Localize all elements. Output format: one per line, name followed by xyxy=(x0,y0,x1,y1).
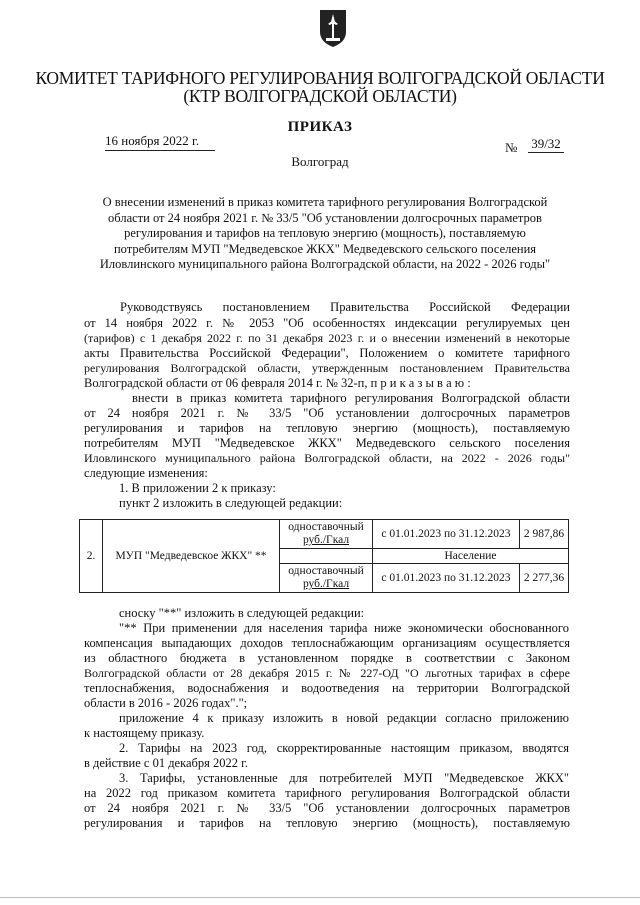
order-date: 16 ноября 2022 г. xyxy=(105,133,215,151)
document-type-title: ПРИКАЗ xyxy=(287,119,353,135)
body-line: из областного бюджета в установленном порядке в соответствии с Законом xyxy=(84,651,570,665)
org-title-line2: (КТР ВОЛГОГРАДСКОЙ ОБЛАСТИ) xyxy=(183,86,457,106)
subject-line: О внесении изменений в приказ комитета тарифного регулирования Волгоградской xyxy=(102,195,548,209)
period-cell: с 01.01.2023 по 31.12.2023 xyxy=(373,520,520,549)
tariff-table xyxy=(79,519,569,593)
body-line: 1. В приложении 2 к приказу: xyxy=(119,481,276,495)
body-line: регулирования Волгоградской области, утвержденным постановлением Правительства xyxy=(84,361,570,375)
body-line: внести в приказ комитета тарифного регулирования Волгоградской области xyxy=(132,391,570,405)
body-line: регулирования и тарифов на тепловую энергию (мощность), поставляемую xyxy=(84,421,570,435)
unit-cell: одноставочный руб./Гкал xyxy=(280,520,373,549)
table-row xyxy=(80,520,569,549)
body-line: от 14 ноября 2022 г. № 2053 "Об особенностях индексации регулируемых цен xyxy=(84,316,570,330)
body-line: пункт 2 изложить в следующей редакции: xyxy=(119,496,343,510)
body-line: к настоящему приказу. xyxy=(84,726,205,740)
body-line: "** При применении для населения тарифа ниже экономически обоснованного xyxy=(119,621,569,635)
body-line: теплоснабжения, водоснабжения и водоотведения на территории Волгоградской xyxy=(84,681,570,695)
body-line: компенсация выпадающих доходов теплоснабжающим организациям осуществляется xyxy=(84,636,570,650)
value-cell: 2 987,86 xyxy=(520,520,569,549)
body-line: от 24 ноября 2021 г. № 33/5 "Об установлении долгосрочных параметров xyxy=(84,406,570,420)
order-subject xyxy=(80,195,570,273)
body-line: регулирования и тарифов на тепловую энергию (мощность), поставляемую xyxy=(84,816,570,830)
body-line: 3. Тарифы, установленные для потребителей МУП "Медведевское ЖКХ" xyxy=(119,771,569,785)
subject-line: потребителям МУП "Медведевское ЖКХ" Медведевского сельского поселения xyxy=(113,241,537,256)
city-name: Волгоград xyxy=(291,154,349,169)
period-cell: с 01.01.2023 по 31.12.2023 xyxy=(373,564,520,593)
body-line: 2. Тарифы на 2023 год, скорректированные настоящим приказом, вводятся xyxy=(119,741,569,755)
body-line: следующие изменения: xyxy=(84,466,208,480)
body-line: (тарифов) с 1 декабря 2022 г. по 31 декабря 2023 г. и о внесении изменений в некоторые xyxy=(84,331,570,345)
org-name-cell: МУП "Медведевское ЖКХ" ** xyxy=(103,520,280,593)
body-line: на 2022 год приказом комитета тарифного регулирования Волгоградской области xyxy=(84,786,570,800)
body-line: от 24 ноября 2021 г. № 33/5 "Об установлении долгосрочных параметров xyxy=(84,801,570,815)
population-cell: Население xyxy=(373,549,569,564)
body-line: в действие с 01 декабря 2022 г. xyxy=(84,756,248,770)
body-line: потребителям МУП "Медведевское ЖКХ" Медведевского сельского поселения xyxy=(84,436,570,450)
body-line: Руководствуясь постановлением Правительства Российской Федерации xyxy=(120,300,570,314)
org-title-line1: КОМИТЕТ ТАРИФНОГО РЕГУЛИРОВАНИЯ ВОЛГОГРАДСКОЙ ОБЛАСТИ xyxy=(35,68,605,88)
subject-line: области от 24 ноября 2021 г. № 33/5 "Об установлении долгосрочных параметров xyxy=(108,210,542,225)
subject-line: Иловлинского муниципального района Волгоградской области, на 2022 - 2026 годы" xyxy=(99,257,551,271)
body-line: приложение 4 к приказу изложить в новой редакции согласно приложению xyxy=(119,711,569,725)
row-number-cell: 2. xyxy=(80,520,103,593)
body-line: области в 2016 - 2026 годах"."; xyxy=(84,696,248,710)
body-line: Волгоградской области от 06 февраля 2014 г. № 32-п, п р и к а з ы в а ю : xyxy=(84,376,471,390)
body-line: акты Правительства Российской Федерации", Положением о комитете тарифного xyxy=(84,346,570,360)
coat-of-arms-emblem xyxy=(318,8,348,48)
unit-cell: одноставочный руб./Гкал xyxy=(280,564,373,593)
body-line: Иловлинского муниципального района Волгоградской области, на 2022 - 2026 годы" xyxy=(84,451,570,465)
body-line: сноску "**" изложить в следующей редакции: xyxy=(119,606,365,620)
page-bottom-divider xyxy=(0,897,640,898)
subject-line: регулирования и тарифов на тепловую энергию (мощность), поставляемую xyxy=(124,226,526,240)
number-sign: № xyxy=(505,140,518,155)
value-cell: 2 277,36 xyxy=(520,564,569,593)
body-line: Волгоградской области от 28 декабря 2015 г. № 227-ОД "О льготных тарифах в сфере xyxy=(84,666,570,680)
order-number: 39/32 xyxy=(528,136,564,153)
